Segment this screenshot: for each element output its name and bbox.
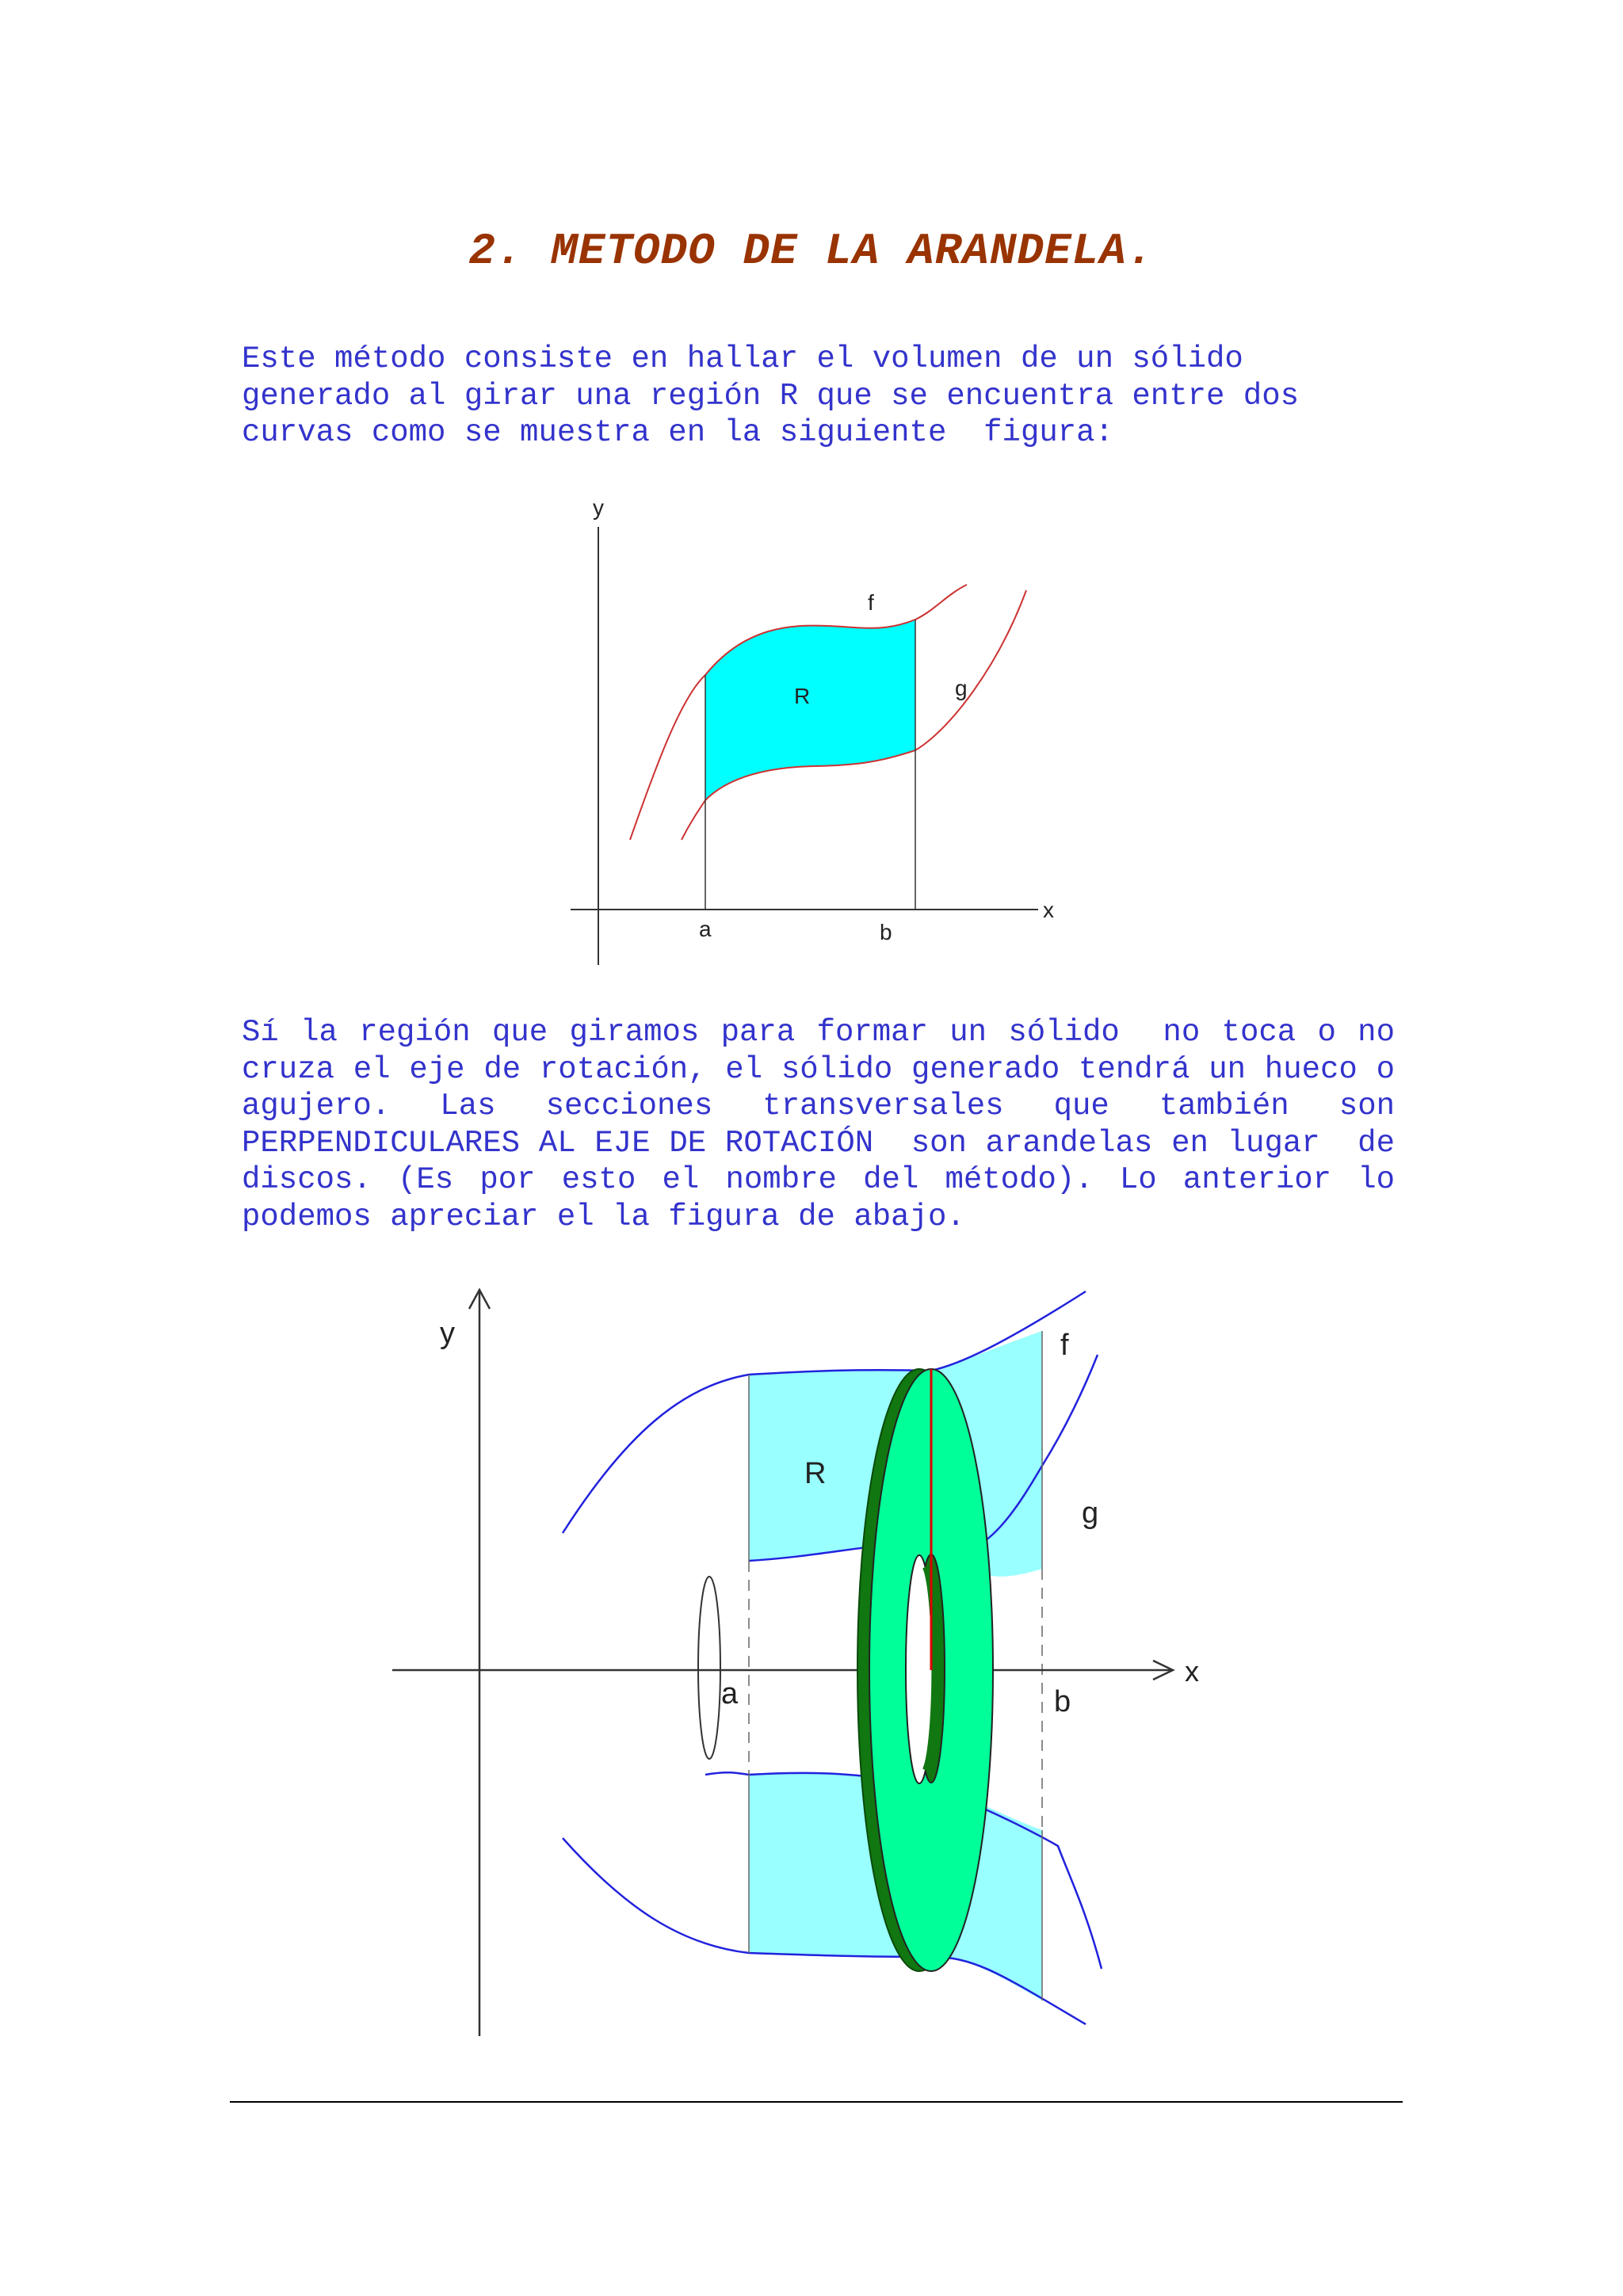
y-axis-label: y bbox=[440, 1317, 455, 1350]
point-a-label: a bbox=[721, 1677, 739, 1711]
x-axis-label: x bbox=[1043, 898, 1054, 922]
washer-solid-figure bbox=[372, 1276, 1252, 2060]
curve-g-label: g bbox=[1082, 1497, 1099, 1530]
region-r-label: R bbox=[794, 684, 811, 708]
point-b-label: b bbox=[1054, 1685, 1071, 1718]
body-paragraph: Sí la región que giramos para formar un sólido no toca o no cruza el eje de rotación, el sólido generado tendrá un hueco o agujero. Las secciones transversales que también son PERPENDICULARES AL EJE DE ROTACIÓN son arandelas en lugar de discos. (Es por esto el nombre del método). Lo anterior lo podemos apreciar el la figura de abajo. bbox=[242, 1015, 1414, 1234]
footer-rule bbox=[230, 2101, 1403, 2103]
page-title: 2. METODO DE LA ARANDELA. bbox=[468, 226, 1155, 277]
intro-paragraph: Este método consiste en hallar el volumen de un sólido generado al girar una región R que se encuentra entre dos curvas como se muestra en la siguiente figura: bbox=[242, 341, 1300, 450]
curve-f-label: f bbox=[868, 590, 874, 615]
point-a-label: a bbox=[699, 917, 712, 941]
point-b-label: b bbox=[880, 920, 892, 944]
x-axis-label: x bbox=[1185, 1655, 1199, 1688]
region-between-curves-figure bbox=[555, 491, 1070, 974]
y-axis-label: y bbox=[593, 495, 604, 520]
curve-f-label: f bbox=[1060, 1329, 1069, 1362]
region-r-label: R bbox=[804, 1457, 827, 1490]
disc-at-a bbox=[698, 1577, 720, 1759]
curve-g-label: g bbox=[955, 676, 968, 700]
